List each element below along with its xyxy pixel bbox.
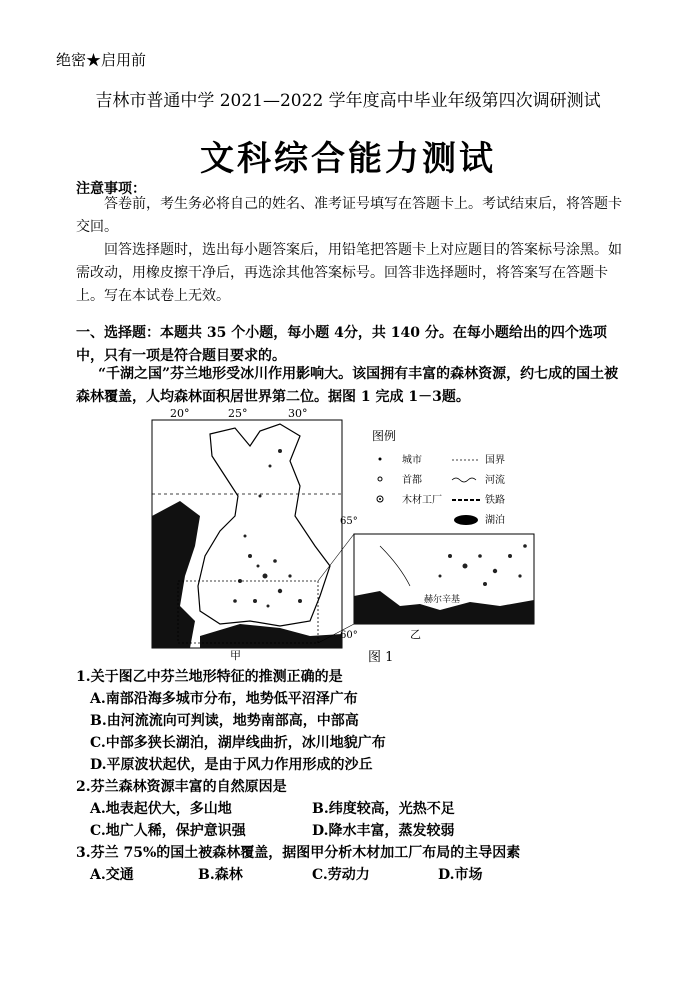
question-3-option-c[interactable]: C.劳动力 (312, 867, 370, 883)
question-1-option-c[interactable]: C.中部多狭长湖泊，湖岸线曲折，冰川地貌广布 (90, 735, 386, 751)
legend-river: 河流 (485, 475, 505, 486)
section-heading-line2: 只有一项是符合题目要求的。 (104, 348, 286, 364)
legend-lake: 湖泊 (485, 515, 505, 526)
question-2-option-a[interactable]: A.地表起伏大，多山地 (90, 801, 232, 817)
page-title: 文科综合能力测试 (200, 139, 496, 179)
question-3-stem: 3.芬兰 75%的国土被森林覆盖，据图甲分析木材加工厂布局的主导因素 (76, 845, 521, 861)
lat-60-label: 60° (340, 630, 358, 641)
exam-subtitle: 吉林市普通中学 2021—2022 学年度高中毕业年级第四次调研测试 (95, 91, 601, 111)
legend-capital: 首都 (402, 475, 422, 486)
notice-paragraph-1: 答卷前，考生务必将自己的姓名、准考证号填写在答题卡上。考试结束后，将答题卡交回。 (76, 196, 622, 235)
notice-heading: 注意事项： (76, 181, 146, 197)
question-3-option-a[interactable]: A.交通 (90, 867, 134, 883)
capital-symbol-icon (378, 477, 382, 481)
question-2-option-d[interactable]: D.降水丰富，蒸发较弱 (312, 823, 455, 839)
legend-mill: 木材工厂 (402, 495, 442, 506)
helsinki-label: 赫尔辛基 (424, 595, 461, 605)
secret-label: 绝密★启用前 (56, 51, 147, 69)
question-2-option-b[interactable]: B.纬度较高，光热不足 (312, 801, 455, 817)
question-2-option-c[interactable]: C.地广人稀，保护意识强 (90, 823, 246, 839)
question-3-option-d[interactable]: D.市场 (438, 867, 483, 883)
finland-map-figure (140, 406, 540, 661)
question-intro: “千湖之国”芬兰地形受冰川作用影响大。该国拥有丰富的森林资源，约七成的国土被森林覆盖，人均森林面积居世界第二位。据图 1 完成 1－3题。 (76, 366, 619, 405)
question-1-option-a[interactable]: A.南部沿海多城市分布，地势低平沼泽广布 (90, 691, 358, 707)
lake-symbol-icon (454, 515, 478, 525)
section-heading-line1: 一、选择题：本题共 35 个小题，每小题 4分，共 140 分。在每小题给出的四个选项中， (76, 325, 607, 364)
lat-65-label: 65° (340, 516, 358, 527)
question-3-option-b[interactable]: B.森林 (198, 867, 243, 883)
legend-city: 城市 (402, 455, 422, 466)
river-symbol-icon (452, 478, 476, 482)
label-yi: 乙 (410, 628, 421, 641)
figure-caption: 图 1 (368, 650, 394, 665)
label-jia: 甲 (230, 649, 241, 661)
question-2-stem: 2.芬兰森林资源丰富的自然原因是 (76, 779, 287, 795)
question-1-option-b[interactable]: B.由河流流向可判读，地势南部高，中部高 (90, 713, 359, 729)
question-1-stem: 1.关于图乙中芬兰地形特征的推测正确的是 (76, 669, 343, 685)
city-symbol-icon (379, 458, 382, 461)
notice-paragraph-2: 回答选择题时，选出每小题答案后，用铅笔把答题卡上对应题目的答案标号涂黑。如需改动，用橡皮擦干净后，再选涂其他答案标号。回答非选择题时，将答案写在答题卡上。写在本试卷上无效。 (76, 242, 622, 304)
lon-20-label: 20° (170, 407, 190, 420)
legend-border: 国界 (485, 455, 505, 466)
lon-25-label: 25° (228, 407, 248, 420)
legend-railway: 铁路 (485, 495, 505, 506)
lon-30-label: 30° (288, 407, 308, 420)
question-1-option-d[interactable]: D.平原波状起伏，是由于风力作用形成的沙丘 (90, 757, 373, 773)
legend-title: 图例 (372, 429, 397, 443)
